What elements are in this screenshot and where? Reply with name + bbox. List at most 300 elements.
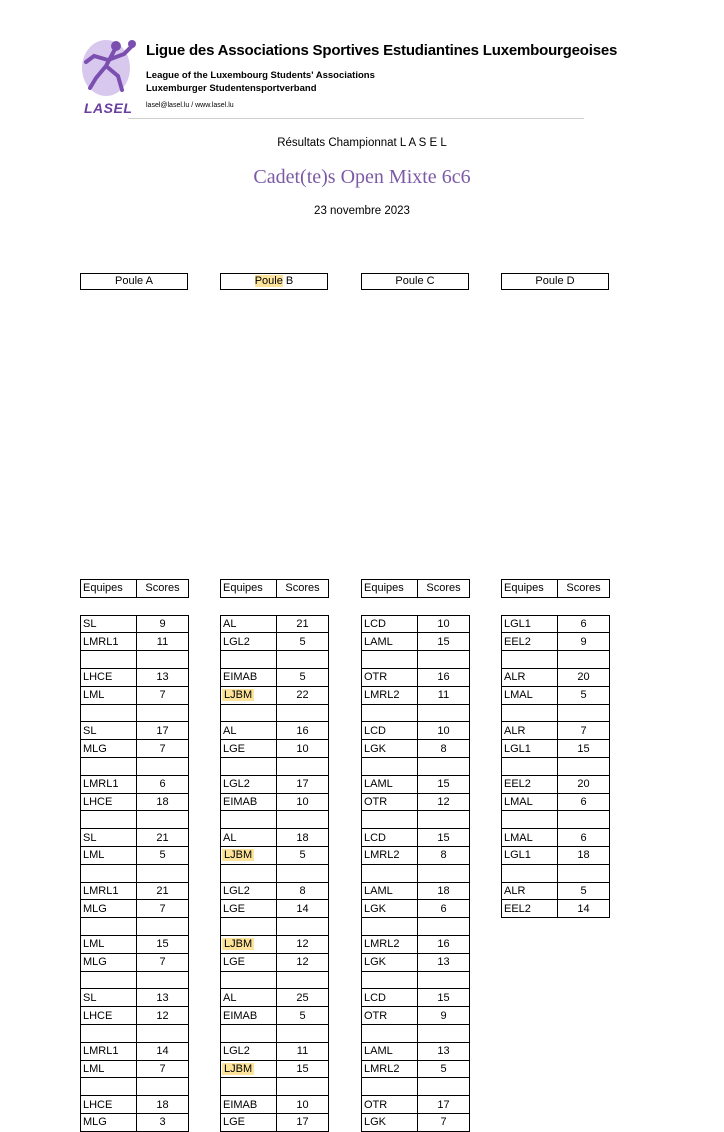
table-row — [362, 722, 470, 740]
score-cell: 18 — [558, 846, 610, 864]
table-row — [81, 1078, 189, 1096]
table-row — [502, 882, 610, 900]
team-cell — [221, 811, 277, 829]
score-cell: 15 — [137, 935, 189, 953]
team-cell — [81, 597, 137, 615]
table-row — [81, 775, 189, 793]
table-row — [81, 935, 189, 953]
team-cell — [502, 811, 558, 829]
team-cell — [81, 918, 137, 936]
table-row — [362, 989, 470, 1007]
table-row — [81, 1042, 189, 1060]
score-cell: 7 — [137, 1060, 189, 1078]
score-cell: 5 — [137, 846, 189, 864]
score-cell — [558, 864, 610, 882]
score-cell: 17 — [277, 1113, 329, 1131]
score-cell: 16 — [418, 668, 470, 686]
results-table — [220, 579, 329, 1132]
table-row — [502, 793, 610, 811]
score-cell — [277, 757, 329, 775]
team-cell: OTR — [362, 793, 418, 811]
score-cell — [137, 1078, 189, 1096]
score-cell: 18 — [277, 829, 329, 847]
team-cell: LCD — [362, 722, 418, 740]
table-row — [81, 615, 189, 633]
table-row — [221, 971, 329, 989]
team-cell — [81, 651, 137, 669]
document-title: Résultats Championnat L A S E L — [277, 137, 447, 149]
score-cell: 5 — [277, 846, 329, 864]
score-cell: 12 — [277, 935, 329, 953]
header-row — [81, 580, 189, 598]
score-cell: 15 — [418, 829, 470, 847]
score-cell: 6 — [558, 615, 610, 633]
team-cell — [221, 846, 277, 864]
team-cell: LGL1 — [502, 740, 558, 758]
team-cell: LHCE — [81, 1096, 137, 1114]
team-cell — [221, 1060, 277, 1078]
table-row — [502, 668, 610, 686]
pool-b — [220, 273, 328, 1129]
table-row — [81, 722, 189, 740]
team-cell: LMRL2 — [362, 846, 418, 864]
score-cell — [558, 811, 610, 829]
team-cell — [502, 757, 558, 775]
team-cell: MLG — [81, 953, 137, 971]
score-cell: 11 — [277, 1042, 329, 1060]
team-cell: LMAL — [502, 686, 558, 704]
score-cell: 7 — [137, 953, 189, 971]
team-cell: LGE — [221, 900, 277, 918]
score-cell: 11 — [137, 633, 189, 651]
score-cell: 7 — [137, 686, 189, 704]
team-cell — [81, 1078, 137, 1096]
results-table — [501, 579, 610, 918]
team-cell — [362, 597, 418, 615]
team-cell: LGK — [362, 740, 418, 758]
table-row — [502, 864, 610, 882]
highlighted-team: LJBM — [224, 938, 253, 951]
score-cell: 13 — [418, 1042, 470, 1060]
score-cell: 18 — [137, 793, 189, 811]
score-cell — [558, 597, 610, 615]
table-row — [81, 757, 189, 775]
team-cell: EEL2 — [502, 775, 558, 793]
table-row — [221, 953, 329, 971]
pool-title: Poule D — [501, 273, 609, 290]
organization-name-en: League of the Luxembourg Students' Associations — [146, 70, 375, 81]
score-cell — [277, 651, 329, 669]
column-header-score: Scores — [137, 580, 189, 598]
team-cell: SL — [81, 615, 137, 633]
team-cell: LMRL1 — [81, 775, 137, 793]
table-row — [502, 757, 610, 775]
score-cell — [137, 864, 189, 882]
spacer-row — [81, 597, 189, 615]
score-cell — [418, 811, 470, 829]
score-cell: 10 — [418, 615, 470, 633]
team-cell — [502, 651, 558, 669]
column-header-score: Scores — [418, 580, 470, 598]
team-cell: SL — [81, 829, 137, 847]
column-header-team: Equipes — [362, 580, 418, 598]
team-cell — [221, 864, 277, 882]
score-cell: 12 — [277, 953, 329, 971]
score-cell: 6 — [418, 900, 470, 918]
event-title: Cadet(te)s Open Mixte 6c6 — [253, 166, 471, 188]
score-cell: 13 — [137, 668, 189, 686]
team-cell — [502, 864, 558, 882]
table-row — [362, 882, 470, 900]
score-cell: 9 — [418, 1007, 470, 1025]
team-cell — [81, 864, 137, 882]
score-cell: 13 — [418, 953, 470, 971]
score-cell — [418, 704, 470, 722]
team-cell: LML — [81, 686, 137, 704]
header-row — [502, 580, 610, 598]
table-row — [221, 615, 329, 633]
team-cell — [81, 971, 137, 989]
score-cell: 20 — [558, 668, 610, 686]
team-cell: EEL2 — [502, 900, 558, 918]
score-cell: 14 — [137, 1042, 189, 1060]
team-cell — [362, 918, 418, 936]
score-cell — [137, 918, 189, 936]
team-cell: ALR — [502, 668, 558, 686]
team-cell: LGL2 — [221, 775, 277, 793]
score-cell — [137, 757, 189, 775]
score-cell: 15 — [418, 633, 470, 651]
team-cell — [221, 757, 277, 775]
score-cell: 8 — [418, 846, 470, 864]
table-row — [362, 775, 470, 793]
table-row — [221, 793, 329, 811]
score-cell: 17 — [137, 722, 189, 740]
team-cell: LGK — [362, 953, 418, 971]
team-cell: LMRL2 — [362, 935, 418, 953]
team-cell — [362, 651, 418, 669]
score-cell — [277, 811, 329, 829]
team-cell — [502, 597, 558, 615]
team-cell — [221, 1078, 277, 1096]
table-row — [362, 704, 470, 722]
score-cell — [418, 1078, 470, 1096]
team-cell: LMAL — [502, 829, 558, 847]
table-row — [221, 1060, 329, 1078]
table-row — [221, 633, 329, 651]
table-row — [221, 668, 329, 686]
team-cell: LCD — [362, 989, 418, 1007]
column-header-score: Scores — [277, 580, 329, 598]
table-row — [221, 722, 329, 740]
score-cell: 7 — [558, 722, 610, 740]
table-row — [81, 704, 189, 722]
column-header-team: Equipes — [81, 580, 137, 598]
team-cell: LGE — [221, 953, 277, 971]
table-row — [362, 1060, 470, 1078]
table-row — [362, 811, 470, 829]
team-cell: LGL2 — [221, 633, 277, 651]
table-row — [81, 1096, 189, 1114]
table-row — [81, 1060, 189, 1078]
team-cell — [362, 864, 418, 882]
score-cell — [137, 651, 189, 669]
team-cell: LML — [81, 846, 137, 864]
team-cell: LGL1 — [502, 846, 558, 864]
score-cell: 12 — [137, 1007, 189, 1025]
team-cell — [502, 704, 558, 722]
team-cell: LGL2 — [221, 1042, 277, 1060]
score-cell: 16 — [277, 722, 329, 740]
score-cell — [137, 597, 189, 615]
score-cell: 15 — [418, 775, 470, 793]
score-cell — [418, 1024, 470, 1042]
team-cell — [362, 757, 418, 775]
team-cell — [81, 757, 137, 775]
team-cell: LAML — [362, 882, 418, 900]
score-cell: 12 — [418, 793, 470, 811]
team-cell: EIMAB — [221, 793, 277, 811]
team-cell: AL — [221, 722, 277, 740]
team-cell: MLG — [81, 900, 137, 918]
column-header-team: Equipes — [221, 580, 277, 598]
table-row — [81, 864, 189, 882]
table-row — [81, 918, 189, 936]
team-cell — [362, 704, 418, 722]
header-row — [221, 580, 329, 598]
team-cell: LAML — [362, 633, 418, 651]
table-row — [502, 686, 610, 704]
team-cell: LMRL2 — [362, 1060, 418, 1078]
table-row — [221, 740, 329, 758]
table-row — [221, 989, 329, 1007]
team-cell — [362, 1024, 418, 1042]
table-row — [362, 1113, 470, 1131]
table-row — [81, 686, 189, 704]
table-row — [502, 633, 610, 651]
pool-d — [501, 273, 609, 915]
score-cell: 10 — [277, 740, 329, 758]
team-cell: LGK — [362, 900, 418, 918]
team-cell: ALR — [502, 722, 558, 740]
score-cell — [277, 704, 329, 722]
score-cell — [137, 971, 189, 989]
table-row — [502, 900, 610, 918]
table-row — [221, 864, 329, 882]
score-cell: 9 — [558, 633, 610, 651]
score-cell: 10 — [277, 793, 329, 811]
score-cell: 15 — [558, 740, 610, 758]
table-row — [502, 775, 610, 793]
table-row — [362, 1042, 470, 1060]
table-row — [362, 1007, 470, 1025]
team-cell — [221, 971, 277, 989]
score-cell: 22 — [277, 686, 329, 704]
team-cell: MLG — [81, 740, 137, 758]
table-row — [221, 846, 329, 864]
table-row — [81, 829, 189, 847]
score-cell — [137, 811, 189, 829]
spacer-row — [502, 597, 610, 615]
table-row — [362, 829, 470, 847]
table-row — [221, 882, 329, 900]
team-cell: LHCE — [81, 1007, 137, 1025]
table-row — [362, 633, 470, 651]
score-cell — [277, 597, 329, 615]
table-row — [221, 1078, 329, 1096]
table-row — [362, 740, 470, 758]
table-row — [221, 900, 329, 918]
table-row — [362, 935, 470, 953]
team-cell: AL — [221, 615, 277, 633]
score-cell: 25 — [277, 989, 329, 1007]
team-cell: LAML — [362, 1042, 418, 1060]
score-cell — [418, 864, 470, 882]
table-row — [221, 775, 329, 793]
team-cell: LGE — [221, 1113, 277, 1131]
score-cell — [558, 757, 610, 775]
score-cell — [418, 597, 470, 615]
table-row — [81, 971, 189, 989]
pool-a — [80, 273, 188, 1129]
team-cell: LGL2 — [221, 882, 277, 900]
table-row — [221, 918, 329, 936]
table-row — [221, 1024, 329, 1042]
score-cell: 15 — [277, 1060, 329, 1078]
table-row — [81, 633, 189, 651]
table-row — [502, 651, 610, 669]
score-cell — [277, 1024, 329, 1042]
team-cell — [221, 1024, 277, 1042]
team-cell: LMRL2 — [362, 686, 418, 704]
spacer-row — [221, 597, 329, 615]
score-cell: 6 — [558, 829, 610, 847]
table-row — [502, 846, 610, 864]
team-cell: AL — [221, 989, 277, 1007]
lasel-logo-text: LASEL — [84, 100, 133, 116]
table-row — [81, 953, 189, 971]
table-row — [81, 651, 189, 669]
score-cell — [418, 918, 470, 936]
table-row — [362, 864, 470, 882]
table-row — [362, 686, 470, 704]
team-cell — [362, 1078, 418, 1096]
score-cell: 21 — [137, 829, 189, 847]
team-cell — [81, 1024, 137, 1042]
table-row — [502, 811, 610, 829]
team-cell: OTR — [362, 668, 418, 686]
score-cell: 5 — [418, 1060, 470, 1078]
table-row — [81, 882, 189, 900]
table-row — [221, 686, 329, 704]
pool-c — [361, 273, 469, 1129]
contact-line: lasel@lasel.lu / www.lasel.lu — [146, 102, 234, 109]
team-cell: LGE — [221, 740, 277, 758]
team-cell — [221, 651, 277, 669]
header-divider — [128, 118, 584, 119]
table-row — [362, 971, 470, 989]
team-cell: EIMAB — [221, 668, 277, 686]
score-cell: 5 — [558, 882, 610, 900]
team-cell: OTR — [362, 1096, 418, 1114]
letterhead — [78, 36, 618, 118]
column-header-score: Scores — [558, 580, 610, 598]
score-cell: 21 — [137, 882, 189, 900]
team-cell — [221, 704, 277, 722]
score-cell — [137, 704, 189, 722]
score-cell: 9 — [137, 615, 189, 633]
table-row — [502, 615, 610, 633]
table-row — [221, 935, 329, 953]
team-cell — [362, 811, 418, 829]
highlighted-team: LJBM — [224, 689, 253, 702]
score-cell: 5 — [558, 686, 610, 704]
team-cell: LHCE — [81, 793, 137, 811]
team-cell: LMRL1 — [81, 882, 137, 900]
event-date: 23 novembre 2023 — [314, 205, 410, 217]
score-cell: 6 — [558, 793, 610, 811]
highlighted-team: LJBM — [224, 849, 253, 862]
team-cell — [81, 811, 137, 829]
table-row — [81, 1007, 189, 1025]
table-row — [362, 900, 470, 918]
score-cell: 7 — [137, 900, 189, 918]
table-row — [221, 1007, 329, 1025]
team-cell: LMAL — [502, 793, 558, 811]
pool-title: Poule B — [220, 273, 328, 290]
table-row — [221, 1042, 329, 1060]
score-cell: 5 — [277, 668, 329, 686]
score-cell: 5 — [277, 1007, 329, 1025]
team-cell: EIMAB — [221, 1007, 277, 1025]
team-cell — [81, 704, 137, 722]
score-cell — [418, 757, 470, 775]
team-cell: LML — [81, 935, 137, 953]
table-row — [221, 704, 329, 722]
score-cell — [277, 864, 329, 882]
organization-name-de: Luxemburger Studentensportverband — [146, 83, 317, 94]
table-row — [221, 1113, 329, 1131]
score-cell: 7 — [418, 1113, 470, 1131]
team-cell — [362, 971, 418, 989]
score-cell: 7 — [137, 740, 189, 758]
table-row — [502, 722, 610, 740]
table-row — [362, 757, 470, 775]
pool-title-highlight: Poule — [254, 275, 283, 287]
score-cell: 16 — [418, 935, 470, 953]
score-cell: 10 — [277, 1096, 329, 1114]
team-cell: EIMAB — [221, 1096, 277, 1114]
table-row — [81, 811, 189, 829]
table-row — [221, 651, 329, 669]
score-cell: 8 — [418, 740, 470, 758]
table-row — [502, 740, 610, 758]
team-cell: LAML — [362, 775, 418, 793]
table-row — [362, 793, 470, 811]
table-row — [362, 846, 470, 864]
table-row — [221, 811, 329, 829]
score-cell: 11 — [418, 686, 470, 704]
table-row — [362, 953, 470, 971]
organization-name: Ligue des Associations Sportives Estudiantines Luxembourgeoises — [146, 42, 618, 59]
team-cell — [221, 686, 277, 704]
team-cell: SL — [81, 722, 137, 740]
team-cell: LMRL1 — [81, 633, 137, 651]
score-cell: 21 — [277, 615, 329, 633]
table-row — [221, 829, 329, 847]
score-cell: 14 — [277, 900, 329, 918]
results-table — [361, 579, 470, 1132]
